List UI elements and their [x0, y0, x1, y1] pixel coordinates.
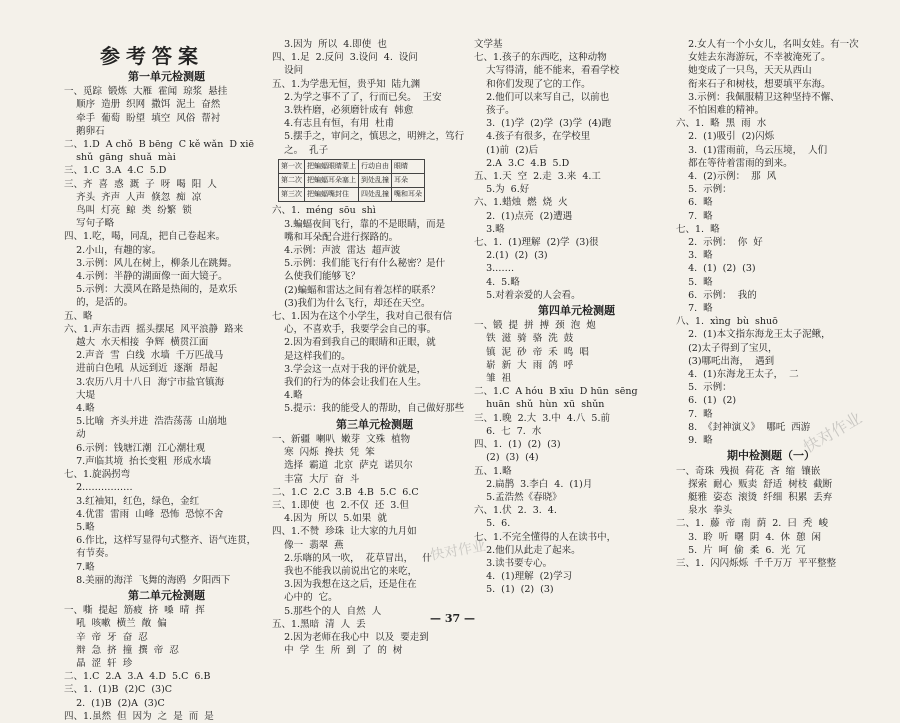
answer-line: 进前白色吼 从远到近 逐渐 昂起 [64, 363, 218, 375]
answer-line: 五、1.略 [474, 465, 512, 477]
answer-line: 2.扁鹊 3.李白 4. (1)月 [474, 478, 593, 490]
answer-line: 4.略 [64, 403, 95, 415]
answer-line: 四、1.不赞 珍珠 让大家的九月如 [272, 526, 417, 538]
answer-line: 七、1.不完全懂得的人在读书中， [474, 531, 617, 543]
answer-line: 七、1. (1)理解 (2)学 (3)很 [474, 237, 599, 249]
answer-line: 3.因为 所以 4.即使 也 [272, 39, 387, 50]
answer-block [474, 38, 679, 302]
answer-line: (2)太子得到了宝贝， [676, 342, 778, 354]
answer-line: 2.小山，有趣的家。 [64, 244, 162, 256]
table-cell: 第二次 [279, 174, 305, 188]
answer-line: 泉水 拳头 [676, 505, 733, 517]
answer-line: 辛 帝 牙 奋 忍 [64, 631, 148, 643]
answer-line: 2.为学之事不了了，行而已矣。 王安 [272, 91, 442, 103]
table-cell: 把蝙蝠嘴封住 [305, 188, 359, 202]
answer-line: 3.农历八月十八日 海宁市盐官镇海 [64, 376, 225, 388]
answer-line: 一、锻 提 拼 搏 颈 泡 炮 [474, 320, 596, 332]
answer-line: 女娃去东海游玩，不幸被淹死了。 [676, 52, 831, 64]
answer-line: 的，是活的。 [64, 297, 134, 309]
page-number: — 37 — [430, 612, 475, 625]
answer-line: 铁 滋 骑 骆 洗 鼓 [474, 333, 574, 345]
answer-line: 三、齐 喜 惑 溉 子 呀 喝 阳 人 [64, 178, 217, 190]
answer-line: 我们的行为的体会让我们在人生。 [272, 377, 427, 389]
answer-line: 四、1.吃，喝，同乱，把自己卷起来。 [64, 231, 226, 243]
answer-line: shǔ gāng shuǎ mài [64, 152, 176, 164]
answer-line: 7.声临其境 抬长变粗 形成水墙 [64, 455, 212, 467]
answer-line: 丰富 大厅 奋 斗 [272, 473, 360, 485]
answer-line: 像一 翡翠 燕 [272, 539, 344, 551]
answer-line: 中 学 生 所 到 了 的 树 [272, 645, 403, 657]
watermark: 快对作业 [800, 408, 865, 457]
answer-line: 三、1. (1)B (2)C (3)C [64, 684, 173, 696]
answer-line: 3.…… [474, 263, 515, 275]
answer-line: 2.乐嗨的风一吹， 花草冒出， 什 [272, 552, 432, 564]
answer-line: 是这样我们的。 [272, 350, 351, 362]
answer-block [676, 465, 866, 571]
answer-line: 5. 示例： [676, 184, 732, 196]
answer-line: 顺序 造册 织网 撒饵 泥土 奋然 [64, 99, 221, 111]
answer-block [64, 85, 269, 587]
answer-line: 六、1. méng sōu shì [272, 205, 376, 217]
answer-line: 五、1.天 空 2.走 3.来 4.工 [474, 171, 601, 183]
answer-line: 7.略 [64, 561, 95, 573]
answer-line: 我也不能我以前说出它的来吃， [272, 565, 418, 577]
answer-line: 鹅卵石 [64, 125, 105, 137]
answer-line: 2.声音 雪 白线 水墙 千万匹战马 [64, 350, 224, 362]
answer-line: 3.红袖知，红色，绿色，金红 [64, 495, 200, 507]
table-cell: 第一次 [279, 159, 305, 173]
answer-line: 一、嘶 提起 筋疲 挤 嗓 晴 挥 [64, 605, 205, 617]
answer-line: 4. (1)东海龙王太子， 二 [676, 369, 799, 381]
watermark: 快对作业 [429, 538, 488, 564]
answer-line: 3.学会这一点对于我的评价就是， [272, 363, 427, 375]
answer-line: 大堤 [64, 389, 96, 401]
answer-line: 她变成了一只鸟，天天从西山 [676, 65, 812, 77]
answer-line: 2. (1)点亮 (2)遭遇 [474, 210, 573, 222]
answer-line: 5. 示例： [676, 382, 732, 394]
experiment-table [278, 159, 425, 203]
table-cell: 第三次 [279, 188, 305, 202]
answer-line: (2)蝙蝠和雷达之间有着怎样的联系？ [272, 284, 441, 296]
answer-line: 心，不喜欢手，我要学会自己的事。 [272, 324, 437, 336]
section-heading: 第四单元检测题 [538, 304, 615, 318]
answer-line: 不怕困难的精神。 [676, 105, 765, 117]
answer-line: 探索 耐心 贩卖 舒适 树枝 截断 [676, 478, 833, 490]
answer-line: 六、1. 略 黑 雨 水 [676, 118, 767, 130]
answer-block [676, 38, 866, 447]
answer-line: 一、觅踪 锻炼 大雁 霍闻 琼浆 悬挂 [64, 86, 228, 98]
answer-line: 5.示例：我们能飞行有什么秘密？是什 [272, 258, 446, 270]
answer-line: 5.示例：大漠风在路是热闹的，是欢乐 [64, 284, 238, 296]
answer-line: 4.优雷 雷雨 山峰 恐怖 恐惊不舍 [64, 508, 224, 520]
answer-line: 4.孩子有很多，在学校里 [474, 131, 591, 143]
table-cell: 把蝙蝠眼睛蒙上 [305, 159, 359, 173]
answer-line: 4.略 [272, 390, 303, 402]
column-3 [474, 38, 679, 597]
answer-line: 艇雅 姿态 滚烫 纤细 积累 丢弃 [676, 491, 833, 503]
column-2 [272, 38, 477, 657]
answer-line: (3)我们为什么飞行，却还在天空。 [272, 297, 431, 309]
answer-line: 一、奇珠 残损 荷花 吝 缩 镶嵌 [676, 465, 821, 477]
answer-line: 辩 急 挤 撞 撰 帝 忍 [64, 644, 179, 656]
answer-line: 5. 片 呵 偷 柔 6. 光 冗 [676, 544, 806, 556]
answer-line: 三、1. 闪闪烁烁 千千万万 平平整整 [676, 557, 837, 569]
answer-line: 2.…………… [64, 482, 133, 494]
answer-line: 9. 略 [676, 435, 713, 447]
answer-line: 5.摆手之，审问之，慎思之，明辨之，笃行 [272, 131, 465, 143]
answer-line: 七、1.因为在这个小学生，我对自己很有信 [272, 311, 453, 323]
answer-line: 镇 泥 砂 帝 禾 鸣 唱 [474, 346, 589, 358]
answer-line: 5. (1) (2) (3) [474, 584, 554, 596]
answer-block [474, 319, 679, 596]
answer-line: 衔来石子和树枝，想要填平东海。 [676, 78, 831, 90]
answer-line: 七、1.旋涡拐弯 [64, 469, 131, 481]
answer-line: 雏 祖 [474, 373, 512, 385]
answer-line: 8.美丽的海洋 飞舞的海鸥 夕阳西下 [64, 574, 231, 586]
table-row [279, 188, 425, 202]
answer-line: 二、1.C 2.C 3.B 4.B 5.C 6.C [272, 486, 419, 498]
answer-line: 2.因为看到我自己的眼睛和正眼，就 [272, 337, 436, 349]
answer-line: 孩子。 [474, 105, 515, 117]
answer-line: 3.读书要专心。 [474, 557, 553, 569]
section-heading: 第三单元检测题 [336, 417, 413, 431]
answer-line: 3.因为我想在这之后，还是住在 [272, 579, 417, 591]
answer-line: 六、1.伏 2. 3. 4. [474, 505, 557, 517]
table-cell: 行动自由 [359, 159, 392, 173]
section-heading: 第二单元检测题 [128, 588, 205, 602]
answer-line: 3. 略 [676, 250, 713, 262]
answer-line: 都在等待着雷雨的到来。 [676, 157, 793, 169]
answer-line: (1)前 (2)后 [474, 144, 539, 156]
answer-line: 越大 水天相接 争辉 横贯江面 [64, 337, 209, 349]
answer-line: 齐头 齐声 人声 倏忽 痴 凉 [64, 191, 202, 203]
answer-line: 6. 示例： 我的 [676, 289, 757, 301]
answer-line: 3.示例：风儿在树上，柳条儿在跳舞。 [64, 257, 238, 269]
answer-line: 选择 霸道 北京 萨克 诺贝尔 [272, 460, 413, 472]
answer-line: 嘴和耳朵配合进行探路的。 [272, 231, 399, 243]
answer-line: 二、1.D A chǒ B bēng C kě wǎn D xiē [64, 139, 255, 151]
answer-line: 六、1.声东击西 摇头摆尾 风平浪静 路来 [64, 323, 244, 335]
answer-line: 3. 聆 听 曙 阴 4. 休 憩 闲 [676, 531, 822, 543]
section-heading: 期中检测题（一） [727, 449, 815, 463]
answer-line: 3.略 [474, 223, 505, 235]
answer-line: (2) (3) (4) [474, 452, 539, 464]
table-cell: 眼睛 [392, 159, 425, 173]
answer-line: 2.(1) (2) (3) [474, 250, 548, 262]
answer-line: 一、新疆 喇叭 嫩芽 文殊 植物 [272, 433, 411, 445]
column-1 [64, 38, 269, 723]
answer-line: 5.那些个的人 自然 人 [272, 605, 382, 617]
answer-line: 六、1.蜡烛 燃 烧 火 [474, 197, 568, 209]
answer-line: 4. 5.略 [474, 276, 520, 288]
answer-line: 崭 新 大 雨 鸽 呼 [474, 359, 574, 371]
table-cell: 耳朵 [392, 174, 425, 188]
answer-line: 2.女人有一个小女儿，名叫女娃。有一次 [676, 39, 859, 50]
answer-line: 文学基 [474, 39, 503, 50]
answer-line: 5. 6. [474, 518, 511, 530]
answer-line: 4. (2)示例： 那 风 [676, 171, 777, 183]
answer-line: 2. (1)B (2)A (3)C [64, 697, 165, 709]
answer-line: 设问 [272, 65, 304, 77]
table-row [279, 159, 425, 173]
answer-line: 写句子略 [64, 218, 115, 230]
answer-line: 二、1.C A hóu B xīu D hūn sēng [474, 386, 638, 398]
answer-line: 2. (1)本文指东海龙王太子泥鳅， [676, 329, 831, 341]
answer-line: 二、1. 藤 帝 南 荫 2. 曰 秃 峻 [676, 518, 828, 530]
table-cell: 把蝙蝠耳朵塞上 [305, 174, 359, 188]
answer-line: 牵手 葡萄 盼望 填空 风俗 帮衬 [64, 112, 221, 124]
answer-line: 三、1.晚 2.大 3.中 4.八 5.前 [474, 412, 610, 424]
answer-line: 七、1. 略 [676, 223, 720, 235]
answer-line: 心中的 它。 [272, 592, 338, 604]
page-title: 参考答案 [100, 44, 204, 68]
answer-line: 有节奏。 [64, 548, 115, 560]
section-heading: 第一单元检测题 [128, 70, 205, 83]
answer-line: 五、1.黑暗 清 人 丢 [272, 618, 366, 630]
answer-line: 寒 闪烁 搀扶 凭 笨 [272, 447, 375, 459]
table-cell: 嘴和耳朵 [392, 188, 425, 202]
answer-line: 晶 涩 轩 珍 [64, 657, 133, 669]
answer-line: 3.示例：我佩服精卫这种坚持不懈、 [676, 91, 840, 103]
answer-line: 5.为 6.好 [474, 184, 530, 196]
answer-line: 6. 七 7. 水 [474, 425, 542, 437]
answer-block [272, 38, 477, 157]
answer-line: 和你们发现了它的工作。 [474, 78, 591, 90]
answer-line: 4.示例：声波 雷达 超声波 [272, 245, 401, 257]
answer-line: 4.示例：半静的湖面像一面大镜子。 [64, 271, 228, 283]
answer-line: 5.略 [64, 521, 95, 533]
answer-line: 6.示例：钱塘江潮 江心潮壮观 [64, 442, 206, 454]
answer-line: 五、略 [64, 310, 93, 322]
answer-line: 7. 略 [676, 210, 713, 222]
answer-block [64, 604, 269, 723]
answer-line: 6.作比，这样写显得句式整齐、语气连贯， [64, 535, 257, 547]
answer-line: 五、1.为学患无恒，贵乎知 陆九渊 [272, 78, 421, 90]
answer-line: 2. (1)吸引 (2)闪烁 [676, 131, 775, 143]
answer-line: 4. (1) (2) (3) [676, 263, 756, 275]
answer-line: 七、1.孩子的东西吃，这种动物 [474, 52, 607, 64]
answer-line: 6. 略 [676, 197, 713, 209]
answer-line: 3. (1)雷雨前，乌云压境， 人们 [676, 144, 828, 156]
answer-line: 4.有志且有恒，有用 杜甫 [272, 118, 395, 130]
answer-line: 5.对着亲爱的人会看。 [474, 289, 581, 301]
table-cell: 到处乱撞 [359, 174, 392, 188]
answer-line: 2.他们从此走了起来。 [474, 544, 581, 556]
answer-line: 动 [64, 429, 86, 441]
answer-line: 二、1.C 2.A 3.A 4.D 5.C 6.B [64, 671, 211, 683]
answer-line: 么使我们能够飞？ [272, 271, 361, 283]
answer-line: 8. 《封神演义》 哪吒 西游 [676, 421, 811, 433]
answer-line: 5. 略 [676, 276, 713, 288]
answer-line: 5.孟浩然《春晓》 [474, 491, 562, 503]
answer-line: 4. (1)理解 (2)学习 [474, 571, 573, 583]
answer-line: 四、1.足 2.反问 3.设问 4. 设问 [272, 52, 418, 64]
answer-line: 2.因为老师在我心中 以及 要走到 [272, 631, 429, 643]
answer-line: 3.蝙蝠夜间飞行，靠的不是眼睛，而是 [272, 218, 446, 230]
answer-line: 三、1.即使 也 2.不仅 还 3.但 [272, 499, 409, 511]
answer-line: huān shǔ hùn xū shǔn [474, 399, 605, 411]
answer-line: 鸟叫 灯亮 鲸 类 纷繁 锁 [64, 205, 192, 217]
column-4 [676, 38, 866, 570]
answer-line: 6. (1) (2) [676, 395, 737, 407]
answer-line: 四、1.虽然 但 因为 之 是 而 是 [64, 710, 214, 722]
table-cell: 四处乱撞 [359, 188, 392, 202]
answer-line: (3)哪吒出海， 遇到 [676, 355, 775, 367]
answer-line: 大写得清，能不能来，看看学校 [474, 65, 620, 77]
answer-line: 4.因为 所以 5.如果 就 [272, 513, 387, 525]
answer-line: 2.A 3.C 4.B 5.D [474, 157, 570, 169]
answer-line: 7. 略 [676, 303, 713, 315]
answer-line: 吼 咳嗽 横兰 敞 偏 [64, 618, 167, 630]
answer-block [272, 204, 477, 415]
answer-line: 八、1. xìng bù shuō [676, 316, 778, 328]
answer-line: 3. (1)学 (2)学 (3)学 (4)跑 [474, 118, 612, 130]
answer-line: 2.他们可以来写自己，以前也 [474, 91, 610, 103]
answer-line: 2. 示例： 你 好 [676, 237, 763, 249]
answer-line: 四、1. (1) (2) (3) [474, 439, 561, 451]
answer-line: 5.提示：我的能受人的帮助，自己做好那些 [272, 403, 465, 415]
answer-line: 5.比喻 齐头并进 浩浩荡荡 山崩地 [64, 416, 227, 428]
answer-line: 3.铁杵磨，必须磨针成有 韩愈 [272, 105, 414, 117]
answer-line: 之。 孔子 [272, 144, 329, 156]
table-row [279, 174, 425, 188]
answer-line: 7. 略 [676, 408, 713, 420]
answer-line: 三、1.C 3.A 4.C 5.D [64, 165, 167, 177]
